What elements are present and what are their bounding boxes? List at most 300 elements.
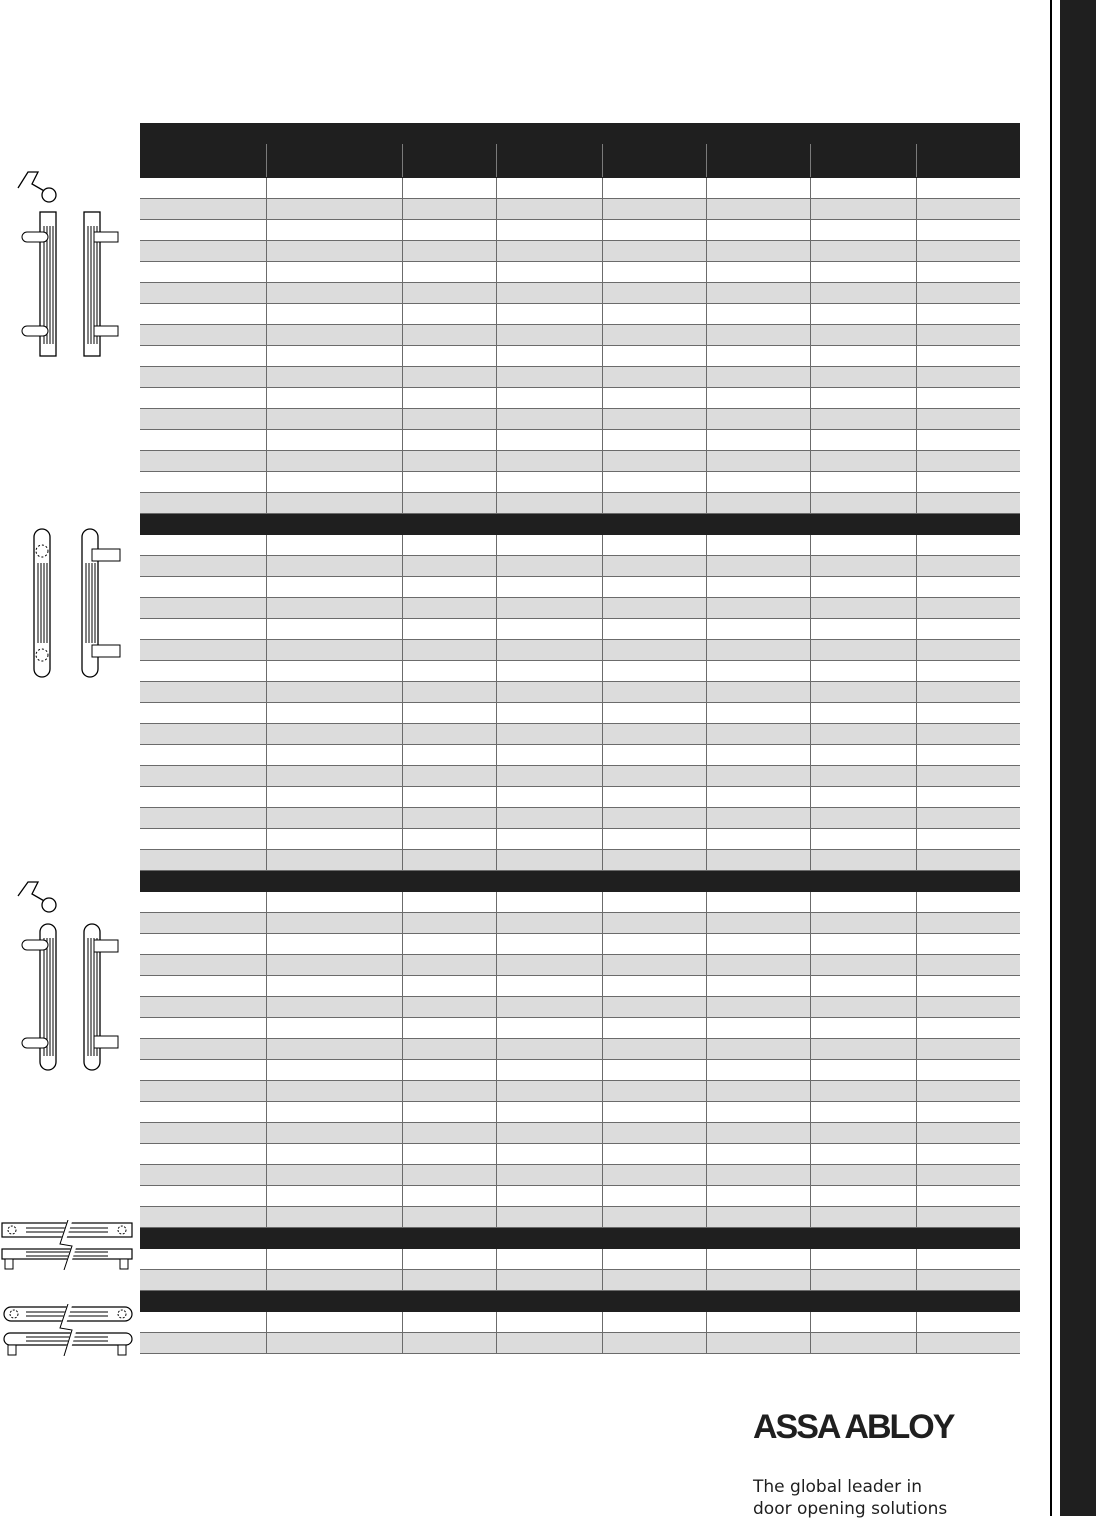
table-cell [266, 997, 402, 1018]
table-cell [496, 808, 602, 829]
column-header-cell [266, 144, 402, 178]
table-cell [402, 850, 496, 871]
table-cell [602, 661, 706, 682]
table-cell [706, 850, 810, 871]
table-cell [916, 1018, 1020, 1039]
table-cell [602, 346, 706, 367]
table-cell [140, 976, 266, 997]
table-cell [266, 955, 402, 976]
table-cell [140, 1123, 266, 1144]
table-row [140, 556, 1020, 577]
table-cell [810, 430, 916, 451]
table-cell [810, 1186, 916, 1207]
section-bar-cell [140, 1228, 1020, 1249]
table-cell [706, 556, 810, 577]
table-cell [810, 1312, 916, 1333]
table-row [140, 892, 1020, 913]
table-row [140, 367, 1020, 388]
table-row [140, 472, 1020, 493]
table-row [140, 1312, 1020, 1333]
table-cell [706, 1333, 810, 1354]
table-cell [602, 1270, 706, 1291]
table-cell [496, 325, 602, 346]
table-cell [916, 997, 1020, 1018]
table-cell [266, 745, 402, 766]
table-cell [402, 934, 496, 955]
table-cell [402, 1165, 496, 1186]
table-cell [402, 1144, 496, 1165]
table-cell [810, 1018, 916, 1039]
lever-handle-drawing-1 [10, 168, 130, 368]
table-cell [496, 745, 602, 766]
table-row [140, 325, 1020, 346]
table-cell [602, 409, 706, 430]
table-cell [706, 1207, 810, 1228]
table-cell [140, 493, 266, 514]
table-cell [496, 199, 602, 220]
table-cell [140, 451, 266, 472]
table-cell [496, 1018, 602, 1039]
table-row [140, 241, 1020, 262]
table-cell [140, 1270, 266, 1291]
table-cell [602, 1060, 706, 1081]
table-cell [140, 1039, 266, 1060]
table-cell [810, 934, 916, 955]
table-cell [706, 682, 810, 703]
table-cell [916, 661, 1020, 682]
table-cell [810, 913, 916, 934]
table-cell [140, 850, 266, 871]
table-cell [266, 1312, 402, 1333]
table-cell [140, 262, 266, 283]
column-header-cell [810, 144, 916, 178]
column-header-cell [402, 144, 496, 178]
table-cell [810, 220, 916, 241]
table-cell [140, 682, 266, 703]
table-cell [402, 1249, 496, 1270]
table-cell [706, 808, 810, 829]
table-cell [810, 1081, 916, 1102]
tagline-line-2: door opening solutions [753, 1499, 948, 1519]
table-cell [706, 388, 810, 409]
table-cell [402, 1186, 496, 1207]
side-band [1060, 0, 1096, 1516]
section-bar-cell [140, 1291, 1020, 1312]
table-cell [402, 556, 496, 577]
table-cell [706, 1249, 810, 1270]
table-cell [810, 535, 916, 556]
table-cell [402, 997, 496, 1018]
table-cell [402, 682, 496, 703]
table-cell [602, 934, 706, 955]
table-row [140, 1018, 1020, 1039]
table-cell [916, 1249, 1020, 1270]
table-cell [602, 1249, 706, 1270]
table-cell [496, 1270, 602, 1291]
table-cell [140, 1249, 266, 1270]
table-cell [402, 1333, 496, 1354]
table-cell [266, 850, 402, 871]
table-row [140, 913, 1020, 934]
table-cell [602, 535, 706, 556]
table-cell [602, 724, 706, 745]
table-cell [706, 577, 810, 598]
table-cell [496, 724, 602, 745]
table-cell [402, 787, 496, 808]
table-cell [266, 241, 402, 262]
table-row [140, 661, 1020, 682]
table-cell [810, 640, 916, 661]
table-cell [810, 304, 916, 325]
table-cell [916, 619, 1020, 640]
table-cell [706, 178, 810, 199]
table-row [140, 955, 1020, 976]
table-cell [402, 325, 496, 346]
table-cell [496, 829, 602, 850]
table-cell [916, 304, 1020, 325]
table-cell [810, 787, 916, 808]
table-cell [810, 556, 916, 577]
table-cell [706, 955, 810, 976]
table-row [140, 577, 1020, 598]
table-cell [916, 934, 1020, 955]
table-cell [266, 724, 402, 745]
table-cell [602, 220, 706, 241]
table-cell [916, 808, 1020, 829]
table-cell [810, 1207, 916, 1228]
table-cell [266, 409, 402, 430]
table-cell [496, 1186, 602, 1207]
table-cell [496, 661, 602, 682]
table-cell [266, 619, 402, 640]
table-cell [496, 1144, 602, 1165]
table-cell [266, 682, 402, 703]
table-cell [140, 829, 266, 850]
table-cell [602, 430, 706, 451]
table-cell [602, 556, 706, 577]
table-cell [266, 1039, 402, 1060]
table-cell [140, 934, 266, 955]
table-cell [916, 556, 1020, 577]
table-cell [402, 724, 496, 745]
table-cell [266, 283, 402, 304]
table-cell [602, 304, 706, 325]
table-cell [602, 598, 706, 619]
table-cell [706, 262, 810, 283]
table-row [140, 262, 1020, 283]
table-cell [916, 220, 1020, 241]
table-cell [402, 1207, 496, 1228]
table-cell [402, 703, 496, 724]
table-cell [916, 325, 1020, 346]
table-cell [916, 1123, 1020, 1144]
table-row [140, 997, 1020, 1018]
table-cell [810, 745, 916, 766]
table-cell [496, 1060, 602, 1081]
table-cell [266, 1081, 402, 1102]
table-cell [810, 283, 916, 304]
table-cell [496, 535, 602, 556]
table-cell [916, 787, 1020, 808]
table-cell [706, 367, 810, 388]
table-cell [602, 262, 706, 283]
table-cell [266, 976, 402, 997]
table-row [140, 1207, 1020, 1228]
table-cell [402, 451, 496, 472]
table-cell [402, 1081, 496, 1102]
table-cell [140, 199, 266, 220]
table-cell [810, 1144, 916, 1165]
table-cell [602, 1186, 706, 1207]
table-cell [916, 976, 1020, 997]
side-rule [1050, 0, 1052, 1516]
table-cell [402, 304, 496, 325]
table-cell [496, 1312, 602, 1333]
table-cell [402, 472, 496, 493]
table-cell [706, 220, 810, 241]
table-row [140, 388, 1020, 409]
table-cell [810, 1039, 916, 1060]
table-cell [496, 619, 602, 640]
lever-handle-drawing-3 [10, 880, 130, 1080]
table-cell [810, 241, 916, 262]
table-cell [140, 997, 266, 1018]
table-cell [706, 913, 810, 934]
table-row [140, 1102, 1020, 1123]
table-cell [706, 325, 810, 346]
table-cell [496, 766, 602, 787]
table-cell [916, 178, 1020, 199]
table-cell [496, 178, 602, 199]
table-cell [916, 346, 1020, 367]
table-cell [496, 451, 602, 472]
table-cell [602, 1102, 706, 1123]
table-cell [496, 1249, 602, 1270]
table-cell [402, 913, 496, 934]
table-row [140, 1144, 1020, 1165]
table-cell [602, 577, 706, 598]
table-cell [496, 640, 602, 661]
table-cell [916, 388, 1020, 409]
table-cell [266, 199, 402, 220]
table-cell [602, 787, 706, 808]
table-cell [706, 703, 810, 724]
table-cell [140, 1102, 266, 1123]
table-row [140, 1039, 1020, 1060]
table-cell [266, 829, 402, 850]
table-row [140, 934, 1020, 955]
table-cell [706, 283, 810, 304]
table-cell [810, 829, 916, 850]
table-cell [266, 1102, 402, 1123]
section-bar-4 [140, 1228, 1020, 1249]
table-cell [916, 451, 1020, 472]
table-cell [140, 325, 266, 346]
table-cell [402, 955, 496, 976]
table-cell [706, 451, 810, 472]
table-cell [496, 850, 602, 871]
table-cell [140, 1333, 266, 1354]
table-cell [402, 409, 496, 430]
table-cell [916, 892, 1020, 913]
table-cell [140, 388, 266, 409]
table-cell [810, 388, 916, 409]
table-cell [810, 1165, 916, 1186]
table-cell [140, 892, 266, 913]
table-cell [706, 1186, 810, 1207]
table-cell [266, 1144, 402, 1165]
table-cell [402, 367, 496, 388]
table-cell [266, 808, 402, 829]
table-row [140, 1123, 1020, 1144]
table-row [140, 1186, 1020, 1207]
table-cell [706, 766, 810, 787]
table-cell [916, 1060, 1020, 1081]
table-row [140, 1060, 1020, 1081]
table-cell [266, 388, 402, 409]
table-cell [602, 682, 706, 703]
table-cell [706, 1102, 810, 1123]
table-row [140, 724, 1020, 745]
table-row [140, 199, 1020, 220]
table-row [140, 346, 1020, 367]
table-cell [810, 850, 916, 871]
brand-tagline [753, 1476, 993, 1520]
table-cell [810, 598, 916, 619]
table-cell [916, 703, 1020, 724]
table-cell [266, 178, 402, 199]
table-cell [602, 325, 706, 346]
table-cell [140, 703, 266, 724]
table-cell [706, 199, 810, 220]
table-cell [402, 346, 496, 367]
table-cell [602, 1018, 706, 1039]
table-row [140, 430, 1020, 451]
pull-handle-drawing-2 [30, 527, 130, 682]
table-cell [496, 955, 602, 976]
table-cell [916, 1207, 1020, 1228]
table-cell [602, 1039, 706, 1060]
table-cell [810, 1060, 916, 1081]
table-cell [810, 1333, 916, 1354]
column-header-cell [916, 144, 1020, 178]
table-cell [266, 1186, 402, 1207]
table-cell [496, 472, 602, 493]
table-cell [602, 745, 706, 766]
table-cell [140, 787, 266, 808]
table-cell [602, 178, 706, 199]
table-cell [602, 388, 706, 409]
table-cell [266, 493, 402, 514]
table-cell [706, 1270, 810, 1291]
table-cell [706, 304, 810, 325]
table-cell [266, 262, 402, 283]
table-cell [810, 724, 916, 745]
table-cell [706, 1312, 810, 1333]
table-cell [496, 1165, 602, 1186]
table-cell [602, 1144, 706, 1165]
table-row [140, 1333, 1020, 1354]
table-cell [402, 808, 496, 829]
table-cell [810, 472, 916, 493]
table-cell [810, 325, 916, 346]
table-cell [916, 724, 1020, 745]
table-cell [266, 598, 402, 619]
table-cell [602, 493, 706, 514]
table-cell [706, 1018, 810, 1039]
table-cell [402, 619, 496, 640]
table-cell [706, 1165, 810, 1186]
table-cell [706, 1081, 810, 1102]
table-cell [916, 1039, 1020, 1060]
table-cell [810, 577, 916, 598]
table-cell [266, 430, 402, 451]
table-cell [266, 556, 402, 577]
table-cell [402, 388, 496, 409]
table-cell [266, 367, 402, 388]
table-cell [810, 892, 916, 913]
table-cell [706, 472, 810, 493]
table-cell [266, 766, 402, 787]
table-cell [916, 409, 1020, 430]
table-cell [402, 598, 496, 619]
table-cell [140, 241, 266, 262]
table-cell [916, 241, 1020, 262]
table-cell [140, 430, 266, 451]
table-cell [140, 724, 266, 745]
tagline-line-1: The global leader in [753, 1477, 923, 1497]
table-cell [140, 766, 266, 787]
section-bar-3 [140, 871, 1020, 892]
table-row [140, 829, 1020, 850]
table-cell [266, 451, 402, 472]
table-cell [140, 913, 266, 934]
table-cell [706, 724, 810, 745]
table-cell [266, 1270, 402, 1291]
table-cell [810, 808, 916, 829]
table-cell [602, 892, 706, 913]
table-cell [140, 745, 266, 766]
table-cell [496, 283, 602, 304]
table-row [140, 766, 1020, 787]
table-cell [706, 493, 810, 514]
table-cell [602, 829, 706, 850]
table-cell [402, 262, 496, 283]
section-bar-cell [140, 123, 1020, 144]
table-cell [916, 472, 1020, 493]
table-cell [266, 661, 402, 682]
table-cell [140, 598, 266, 619]
table-cell [496, 682, 602, 703]
table-cell [496, 493, 602, 514]
table-cell [602, 703, 706, 724]
table-cell [810, 409, 916, 430]
table-cell [266, 1018, 402, 1039]
table-cell [402, 745, 496, 766]
bar-handle-drawing-5 [0, 1304, 136, 1356]
table-cell [140, 619, 266, 640]
section-bar-cell [140, 514, 1020, 535]
table-cell [706, 241, 810, 262]
table-row [140, 451, 1020, 472]
table-cell [496, 556, 602, 577]
table-cell [602, 766, 706, 787]
table-cell [266, 1165, 402, 1186]
table-cell [496, 976, 602, 997]
table-cell [810, 682, 916, 703]
table-cell [140, 1018, 266, 1039]
table-cell [266, 1333, 402, 1354]
